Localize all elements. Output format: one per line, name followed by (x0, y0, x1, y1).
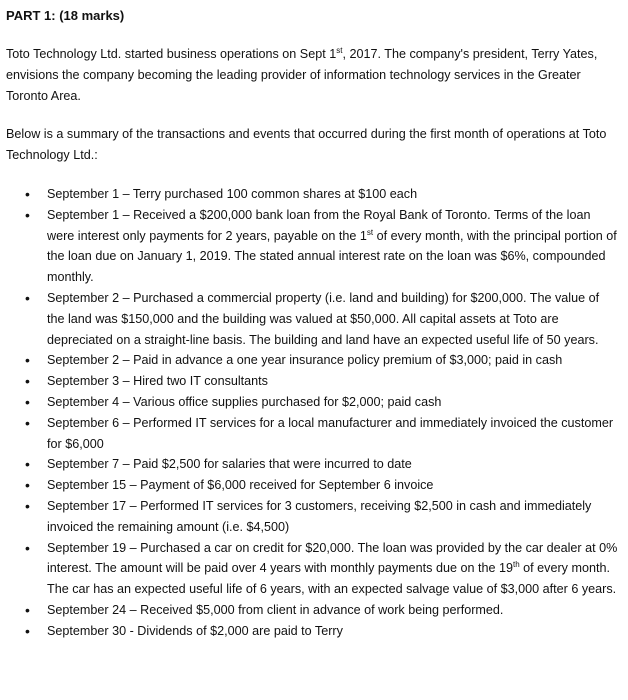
transaction-text: September 6 – Performed IT services for a local manufacturer and immediately invoiced the customer for $6,000 (47, 415, 614, 451)
intro-text-start: Toto Technology Ltd. started business operations on Sept 1 (6, 47, 337, 61)
transaction-item (47, 205, 618, 288)
transaction-item (47, 538, 618, 600)
transaction-superscript: th (513, 560, 520, 570)
transaction-item (47, 600, 618, 621)
transaction-text: September 15 – Payment of $6,000 received for September 6 invoice (47, 478, 434, 493)
transaction-text: September 1 – Terry purchased 100 common shares at $100 each (47, 186, 418, 201)
transaction-text-continued: of every month. The car has an expected useful life of 6 years, with an expected salvage value of $3,000 after 6 years. (47, 561, 617, 597)
transaction-item (47, 454, 618, 475)
transaction-item (47, 413, 618, 455)
transaction-text-continued: of every month, with the principal portion of the loan due on January 1, 2019. The stated annual interest rate on the loan was $6%, compounded monthly. (47, 228, 617, 285)
intro-paragraph (6, 44, 618, 106)
transaction-text: September 7 – Paid $2,500 for salaries that were incurred to date (47, 457, 412, 472)
transaction-item (47, 288, 618, 350)
transaction-text: September 2 – Paid in advance a one year insurance policy premium of $3,000; paid in cash (47, 353, 563, 368)
transaction-item (47, 496, 618, 538)
transaction-list (6, 184, 618, 642)
transaction-item (47, 621, 618, 642)
transaction-item (47, 371, 618, 392)
summary-paragraph: Below is a summary of the transactions and events that occurred during the first month of operations at Toto Technology Ltd.: (6, 127, 607, 163)
transaction-text: September 30 - Dividends of $2,000 are paid to Terry (47, 623, 343, 638)
transaction-item (47, 184, 618, 205)
transaction-item (47, 392, 618, 413)
transaction-text: September 1 – Received a $200,000 bank loan from the Royal Bank of Toronto. Terms of the loan were interest only payments for 2 years, payable on the 1 (47, 207, 591, 243)
transaction-text: September 2 – Purchased a commercial property (i.e. land and building) for $200,000. The value of the land was $150,000 and the building was valued at $50,000. All capital assets at Toto are depreciated on a straight-line basis. The building and land have an expected useful life of 50 years. (47, 290, 600, 347)
intro-text-end: , 2017. The company's president, Terry Yates, envisions the company becoming the leading provider of information technology services in the Greater Toronto Area. (6, 47, 598, 103)
transaction-text: September 4 – Various office supplies purchased for $2,000; paid cash (47, 394, 442, 409)
transaction-superscript: st (366, 227, 374, 237)
transaction-item (47, 475, 618, 496)
transaction-item (47, 350, 618, 371)
transaction-text: September 3 – Hired two IT consultants (47, 374, 268, 389)
transaction-text: September 19 – Purchased a car on credit for $20,000. The loan was provided by the car dealer at 0% interest. The amount will be paid over 4 years with monthly payments due on the 19 (47, 540, 618, 576)
transaction-text: September 24 – Received $5,000 from client in advance of work being performed. (47, 602, 504, 617)
intro-superscript: st (336, 45, 343, 55)
transaction-text: September 17 – Performed IT services for 3 customers, receiving $2,500 in cash and immediately invoiced the remaining amount (i.e. $4,500) (47, 498, 592, 534)
part-heading: PART 1: (18 marks) (6, 8, 125, 23)
